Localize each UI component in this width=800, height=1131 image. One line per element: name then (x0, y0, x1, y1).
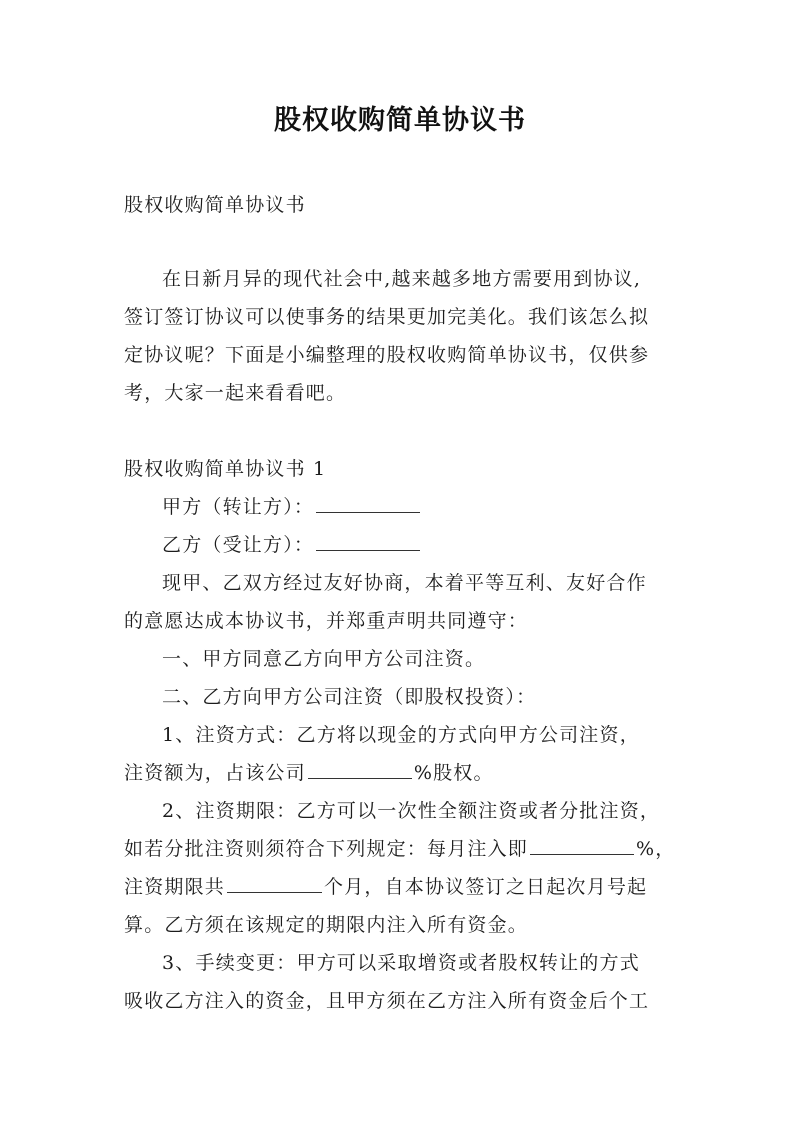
item-2-text-a: 如若分批注资则须符合下列规定：每月注入即 (124, 838, 529, 860)
item-2-line-3 (124, 872, 647, 899)
section-heading: 股权收购简单协议书 1 (124, 458, 327, 480)
intro-line-2: 签订签订协议可以使事务的结果更加完美化。我们该怎么拟 (124, 306, 650, 328)
item-2-line-4: 算。乙方须在该规定的期限内注入所有资金。 (124, 914, 529, 936)
item-2-line-1: 2、注资期限：乙方可以一次性全额注资或者分批注资， (162, 800, 661, 822)
party-a-blank (316, 511, 420, 513)
preamble-line-2: 的意愿达成本协议书，并郑重声明共同遵守： (124, 610, 529, 632)
party-b-blank (316, 549, 420, 551)
item-1-line-2 (124, 758, 494, 785)
item-1-line-1: 1、注资方式：乙方将以现金的方式向甲方公司注资， (162, 724, 640, 746)
party-b-label: 乙方（受让方）： (162, 534, 315, 556)
document-subtitle: 股权收购简单协议书 (124, 194, 306, 216)
party-b-line (162, 530, 422, 557)
intro-line-1: 在日新月异的现代社会中,越来越多地方需要用到协议, (162, 268, 642, 290)
preamble-line-1: 现甲、乙双方经过友好协商，本着平等互利、友好合作 (162, 572, 647, 594)
item-2-text-d: 个月，自本协议签订之日起次月号起 (324, 876, 648, 898)
party-a-line (162, 492, 422, 519)
item-3-line-2: 吸收乙方注入的资金，且甲方须在乙方注入所有资金后个工 (124, 990, 650, 1012)
months-blank (227, 891, 322, 893)
equity-percent-blank (308, 777, 412, 779)
item-3-line-1: 3、手续变更：甲方可以采取增资或者股权转让的方式 (162, 952, 640, 974)
monthly-percent-blank (530, 853, 634, 855)
clause-2: 二、乙方向甲方公司注资（即股权投资）： (162, 686, 537, 708)
item-1-text-a: 注资额为，占该公司 (124, 762, 306, 784)
item-2-text-b: %， (636, 838, 676, 860)
intro-line-4: 考，大家一起来看看吧。 (124, 382, 347, 404)
party-a-label: 甲方（转让方）： (162, 496, 315, 518)
item-1-text-b: %股权。 (413, 762, 494, 784)
clause-1: 一、甲方同意乙方向甲方公司注资。 (162, 648, 486, 670)
item-2-line-2 (124, 834, 675, 861)
intro-line-3: 定协议呢？下面是小编整理的股权收购简单协议书，仅供参 (124, 344, 650, 366)
item-2-text-c: 注资期限共 (124, 876, 226, 898)
document-title: 股权收购简单协议书 (274, 105, 526, 136)
